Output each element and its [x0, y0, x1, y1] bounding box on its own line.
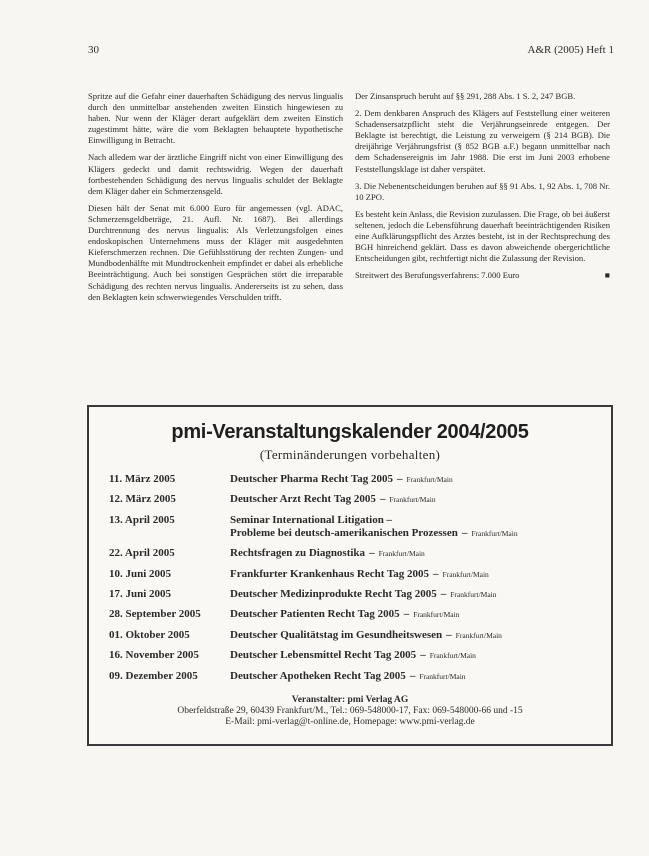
- event-date: 28. September 2005: [109, 608, 201, 621]
- journal-header: A&R (2005) Heft 1: [527, 44, 614, 56]
- ad-title: pmi-Veranstaltungskalender 2004/2005: [171, 421, 529, 443]
- dash: –: [446, 628, 452, 641]
- page-number: 30: [88, 44, 99, 56]
- event-list: [109, 473, 601, 690]
- event-location: Frankfurt/Main: [419, 671, 466, 681]
- paragraph: Diesen hält der Senat mit 6.000 Euro für angemessen (vgl. ADAC, Schmerzensgeldbeträge, 21. Aufl. Nr. 1687). Bei allerdings Durchtrennung des nervus lingualis: Als Verletzungsfolgen eines endoskopischen Unternehmens muss der Kläger mit ausgedehnten Kieferschmerzen rechnen. Die Gefühlsstörung der rechten Zungen- und Mundbodenhälfte mit Mundtrockenheit empfindet er dabei als erhebliche Beeinträchtigung. Auch bei sonstigen Gesprächen stört die irreparable Schädigung des rechten nervus lingualis. Andererseits ist zu sehen, dass den Beklagten kein schwerwiegendes Verschulden trifft.: [88, 202, 343, 302]
- dash: –: [440, 587, 447, 600]
- event-location: Frankfurt/Main: [455, 630, 502, 640]
- event-title: Deutscher Lebensmittel Recht Tag 2005: [230, 649, 417, 662]
- dash: –: [433, 567, 439, 580]
- paragraph: 2. Dem denkbaren Anspruch des Klägers auf Feststellung einer weiteren Schadensersatzpflicht steht die Verjährungseinrede entgegen. Der Beklagte ist berechtigt, die Leistung zu verweigern (§ 214 BGB). Die dreijährige Verjährungsfrist (§ 852 BGB a.F.) begann unmittelbar nach dem Schadensereignis im Jahr 1988. Die erst im Juni 2003 erhobene Feststellungsklage ist daher verspätet.: [355, 108, 610, 174]
- event-row: [109, 649, 601, 662]
- dash: –: [403, 608, 410, 621]
- event-row: [109, 473, 601, 486]
- event-title: Deutscher Pharma Recht Tag 2005: [230, 473, 393, 485]
- end-mark: ■: [604, 270, 610, 281]
- event-date: 16. November 2005: [109, 649, 199, 662]
- event-location: Frankfurt/Main: [471, 528, 518, 538]
- event-date: 17. Juni 2005: [109, 587, 172, 600]
- dash: –: [396, 473, 403, 485]
- event-date: 01. Oktober 2005: [109, 628, 190, 641]
- event-location: Frankfurt/Main: [429, 651, 476, 661]
- event-row: [109, 670, 601, 683]
- event-title: Seminar International Litigation –: [230, 513, 393, 526]
- right-text-column: [355, 91, 610, 287]
- event-date: 11. März 2005: [109, 473, 176, 485]
- paragraph: Es besteht kein Anlass, die Revision zuzulassen. Die Frage, ob bei äußerst seltenen, jedoch die Lebensführung dauerhaft beeinträchtigenden Risiken eine Aufklärungspflicht des Arztes besteht, ist in der Rechtsprechung des BGH hinreichend geklärt. Dass es davon abweichende obergerichtliche Entscheidungen gibt, rechtfertigt nicht die Zulassung der Revision.: [355, 208, 610, 264]
- event-location: Frankfurt/Main: [378, 549, 425, 559]
- event-location: Frankfurt/Main: [406, 475, 453, 484]
- event-location: Frankfurt/Main: [442, 569, 489, 579]
- streitwert-text: Streitwert des Berufungsverfahrens: 7.000 Euro: [355, 270, 520, 281]
- dash: –: [420, 649, 426, 662]
- paragraph: Spritze auf die Gefahr einer dauerhaften Schädigung des nervus lingualis durch den unmittelbar anstehenden zweiten Einstich hingewiesen zu haben. Nur wenn der Kläger derart aufgeklärt dem zweiten Einstich zugestimmt hätte, wäre die vom Beklagten behauptete hypothetische Einwilligung in Betracht.: [88, 91, 343, 146]
- event-date: 12. März 2005: [109, 493, 176, 506]
- paragraph: 3. Die Nebenentscheidungen beruhen auf §§ 91 Abs. 1, 92 Abs. 1, 708 Nr. 10 ZPO.: [355, 180, 610, 202]
- left-text-column: [88, 91, 343, 309]
- event-title: Deutscher Apotheken Recht Tag 2005: [230, 669, 406, 682]
- event-title: Rechtsfragen zu Diagnostika: [230, 547, 366, 560]
- event-location: Frankfurt/Main: [389, 495, 436, 505]
- event-location: Frankfurt/Main: [450, 589, 497, 599]
- event-row: [109, 514, 601, 540]
- event-title-line2: Probleme bei deutsch-amerikanischen Prozessen: [230, 526, 458, 539]
- event-location: Frankfurt/Main: [413, 610, 460, 620]
- event-row: [109, 547, 601, 560]
- event-row: [109, 568, 601, 581]
- event-row: [109, 629, 601, 642]
- dash: –: [409, 669, 416, 682]
- organizer-contact: E-Mail: pmi-verlag@t-online.de, Homepage: www.pmi-verlag.de: [225, 717, 475, 727]
- streitwert-line: [355, 270, 610, 281]
- dash: –: [461, 526, 468, 539]
- organizer-info: [89, 695, 611, 728]
- event-title: Frankfurter Krankenhaus Recht Tag 2005: [230, 567, 430, 580]
- organizer-address: Oberfeldstraße 29, 60439 Frankfurt/M., Tel.: 069-548000-17, Fax: 069-548000-66 und -15: [177, 706, 523, 716]
- event-date: 13. April 2005: [109, 513, 175, 526]
- event-row: [109, 608, 601, 621]
- ad-subtitle: (Terminänderungen vorbehalten): [259, 447, 441, 462]
- paragraph: Der Zinsanspruch beruht auf §§ 291, 288 Abs. 1 S. 2, 247 BGB.: [355, 91, 576, 101]
- event-date: 22. April 2005: [109, 547, 175, 560]
- event-row: [109, 588, 601, 601]
- event-calendar-ad: [87, 405, 613, 746]
- dash: –: [379, 493, 386, 506]
- organizer-head: Veranstalter: pmi Verlag AG: [291, 695, 409, 705]
- paragraph: Nach alledem war der ärztliche Eingriff nicht von einer Einwilligung des Klägers gedeckt und damit rechtswidrig. Wegen der dauerhaft fortbestehenden Schädigung des nervus lingualis schuldet der Beklagte dem Kläger daher ein Schmerzensgeld.: [88, 152, 343, 196]
- event-date: 10. Juni 2005: [109, 567, 172, 580]
- event-row: [109, 493, 601, 506]
- event-title: Deutscher Qualitätstag im Gesundheitswesen: [230, 628, 443, 641]
- event-date: 09. Dezember 2005: [109, 669, 198, 682]
- event-title: Deutscher Arzt Recht Tag 2005: [230, 493, 376, 506]
- event-title: Deutscher Patienten Recht Tag 2005: [230, 608, 400, 621]
- dash: –: [369, 547, 375, 560]
- event-title: Deutscher Medizinprodukte Recht Tag 2005: [230, 587, 437, 600]
